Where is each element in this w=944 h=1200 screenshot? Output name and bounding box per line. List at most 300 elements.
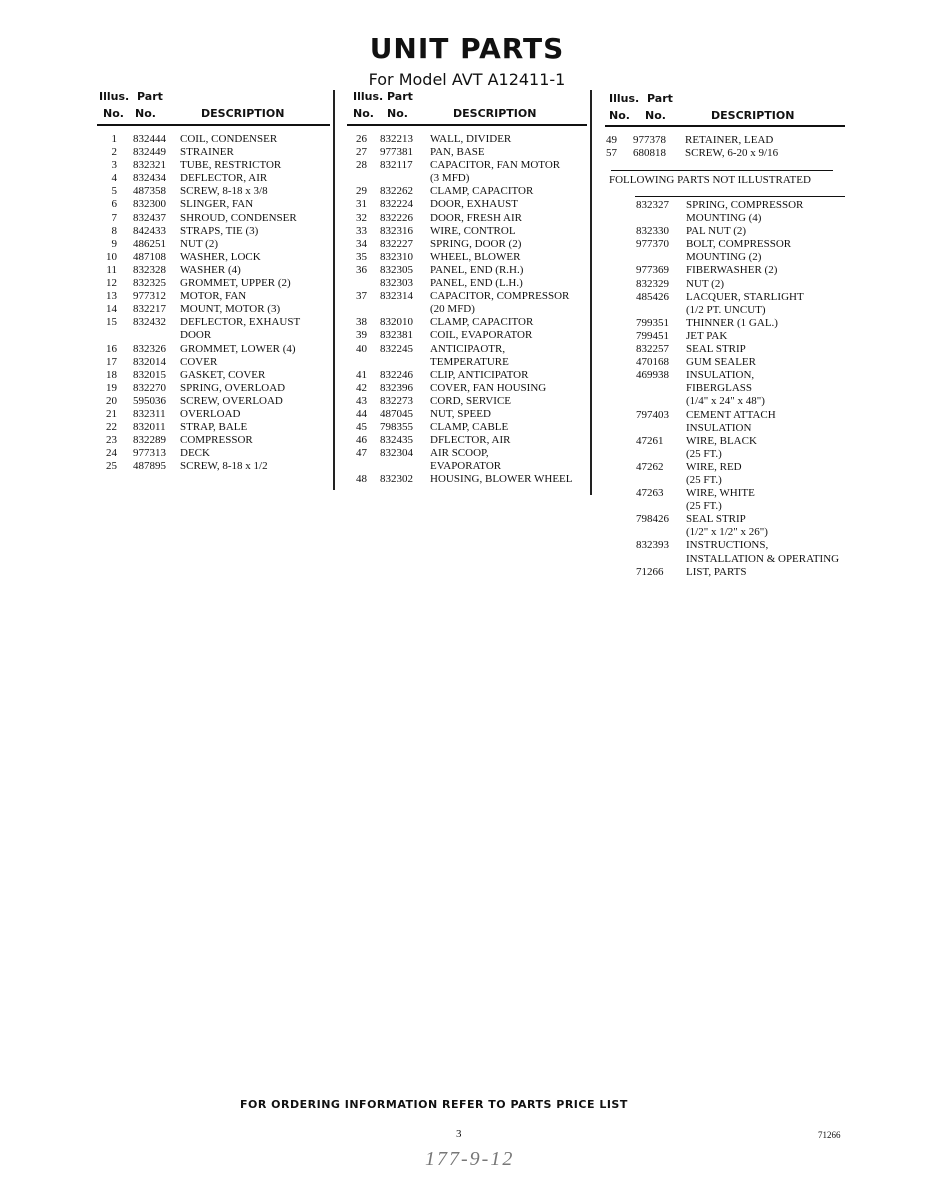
illus-number: 7 — [111, 211, 117, 224]
table-row — [605, 225, 855, 238]
part-number: 832311 — [133, 407, 166, 420]
illus-number: 48 — [356, 473, 367, 486]
header-illus: Illus. — [99, 90, 130, 103]
illus-number: 57 — [606, 147, 617, 160]
illus-number: 5 — [111, 185, 117, 198]
part-number: 832262 — [380, 185, 413, 198]
part-description: SPRING, COMPRESSOR — [686, 199, 804, 211]
illus-number: 9 — [111, 237, 117, 250]
part-description: COVER, FAN HOUSING — [430, 381, 547, 394]
table-row — [605, 539, 855, 552]
column-header — [347, 88, 589, 124]
table-row — [605, 278, 855, 291]
part-number: 832014 — [133, 355, 166, 368]
illus-number: 31 — [356, 198, 367, 211]
part-description: CAPACITOR, COMPRESSOR — [430, 290, 570, 303]
part-number: 832444 — [133, 133, 166, 145]
table-row-continuation — [347, 172, 589, 185]
part-number: 832393 — [636, 539, 669, 552]
table-row-continuation — [347, 460, 589, 473]
not-illustrated-heading: FOLLOWING PARTS NOT ILLUSTRATED — [609, 174, 811, 186]
part-number: 977313 — [133, 447, 166, 460]
part-number: 47263 — [636, 487, 664, 500]
table-row — [97, 264, 333, 277]
document-code: 71266 — [818, 1130, 841, 1140]
table-row — [97, 395, 333, 408]
illus-number: 21 — [106, 407, 117, 420]
part-number: 832305 — [380, 263, 413, 276]
part-number: 799351 — [636, 316, 669, 329]
table-row — [347, 225, 589, 238]
part-description: BOLT, COMPRESSOR — [686, 238, 792, 251]
part-description: OVERLOAD — [180, 407, 241, 420]
part-description: STRAP, BALE — [180, 421, 248, 434]
header-illus: Illus. — [609, 92, 640, 105]
part-number: 832396 — [380, 381, 413, 394]
illus-number: 10 — [106, 250, 117, 263]
table-row — [97, 447, 333, 460]
part-number: 977378 — [633, 134, 666, 146]
part-description: WALL, DIVIDER — [430, 133, 512, 145]
part-description: DEFLECTOR, EXHAUST — [180, 316, 301, 329]
illus-number: 23 — [106, 434, 117, 447]
part-description: SHROUD, CONDENSER — [180, 211, 297, 224]
part-number: 842433 — [133, 224, 166, 237]
column-header — [605, 88, 855, 124]
illus-number: 32 — [356, 211, 367, 224]
part-description: EVAPORATOR — [430, 460, 502, 473]
part-number: 832437 — [133, 211, 166, 224]
table-row — [347, 447, 589, 460]
part-description: WIRE, RED — [686, 460, 742, 473]
table-row — [347, 264, 589, 277]
part-number: 487108 — [133, 250, 166, 263]
part-description: COIL, CONDENSER — [180, 133, 278, 145]
table-row — [97, 421, 333, 434]
part-number: 832270 — [133, 381, 166, 394]
table-row — [605, 199, 855, 212]
part-description: CLIP, ANTICIPATOR — [430, 368, 529, 381]
illus-number: 43 — [356, 394, 367, 407]
part-number: 977381 — [380, 146, 413, 159]
illus-number: 19 — [106, 381, 117, 394]
part-number: 832303 — [380, 277, 413, 290]
illus-number: 44 — [356, 407, 367, 420]
illus-number: 40 — [356, 342, 367, 355]
part-number: 832449 — [133, 146, 166, 159]
table-row — [347, 382, 589, 395]
table-row-continuation — [605, 448, 855, 461]
illus-number: 13 — [106, 290, 117, 303]
part-number: 832328 — [133, 263, 166, 276]
part-description: (1/4" x 24" x 48") — [686, 395, 765, 408]
part-number: 832321 — [133, 159, 166, 172]
part-number: 595036 — [133, 394, 166, 407]
part-number: 487045 — [380, 407, 413, 420]
table-row — [97, 303, 333, 316]
table-row — [97, 198, 333, 211]
part-description: NUT, SPEED — [430, 407, 491, 420]
table-row — [97, 277, 333, 290]
illus-number: 16 — [106, 342, 117, 355]
header-part: Part — [137, 90, 163, 103]
part-description: SCREW, 8-18 x 1/2 — [180, 460, 268, 473]
part-description: STRAPS, TIE (3) — [180, 224, 259, 237]
table-row — [347, 133, 589, 146]
header-divider — [605, 125, 845, 127]
part-description: SLINGER, FAN — [180, 198, 254, 211]
illus-number: 28 — [356, 159, 367, 172]
header-divider — [347, 124, 587, 126]
part-number: 832213 — [380, 133, 413, 145]
table-row — [97, 434, 333, 447]
header-part-no: No. — [387, 107, 408, 120]
part-description: TUBE, RESTRICTOR — [180, 159, 282, 172]
table-row — [347, 473, 589, 486]
part-number: 832326 — [133, 342, 166, 355]
illus-number: 6 — [111, 198, 117, 211]
part-number: 832327 — [636, 199, 669, 211]
table-row — [97, 460, 333, 473]
part-description: (1/2 PT. UNCUT) — [686, 303, 766, 316]
table-row — [605, 566, 855, 579]
table-row — [347, 434, 589, 447]
illus-number: 38 — [356, 316, 367, 329]
part-number: 469938 — [636, 369, 669, 382]
part-description: THINNER (1 GAL.) — [686, 316, 778, 329]
part-number: 485426 — [636, 290, 669, 303]
part-description: WASHER, LOCK — [180, 250, 261, 263]
header-illus-no: No. — [353, 107, 374, 120]
table-row — [605, 435, 855, 448]
illus-number: 45 — [356, 421, 367, 434]
table-row — [347, 408, 589, 421]
part-number: 832304 — [380, 447, 413, 460]
table-row-continuation — [605, 212, 855, 225]
part-number: 832224 — [380, 198, 413, 211]
illus-number: 49 — [606, 134, 617, 146]
header-part-no: No. — [135, 107, 156, 120]
part-description: SEAL STRIP — [686, 343, 746, 356]
illus-number: 25 — [106, 460, 117, 473]
table-row-continuation — [347, 356, 589, 369]
table-row-continuation — [605, 382, 855, 395]
part-description: DOOR, EXHAUST — [430, 198, 518, 211]
page-title: UNIT PARTS — [369, 32, 565, 65]
part-number: 487358 — [133, 185, 166, 198]
part-description: DFLECTOR, AIR — [430, 434, 511, 447]
part-description: CAPACITOR, FAN MOTOR — [430, 159, 561, 172]
part-description: CLAMP, CABLE — [430, 421, 509, 434]
part-number: 977369 — [636, 264, 669, 277]
part-description: STRAINER — [180, 146, 234, 159]
table-row-continuation — [347, 303, 589, 316]
table-row-continuation — [605, 553, 855, 566]
part-number: 470168 — [636, 356, 669, 369]
table-row — [347, 395, 589, 408]
illus-number: 26 — [356, 133, 367, 145]
table-row-continuation — [605, 251, 855, 264]
part-description: LIST, PARTS — [686, 565, 747, 578]
illus-number: 42 — [356, 381, 367, 394]
part-description: (20 MFD) — [430, 303, 475, 316]
parts-column-2 — [347, 88, 589, 486]
part-description: DOOR — [180, 329, 212, 342]
table-row-continuation — [605, 500, 855, 513]
table-row — [97, 133, 333, 146]
part-description: FIBERWASHER (2) — [686, 264, 778, 277]
table-row — [97, 369, 333, 382]
table-row — [97, 408, 333, 421]
table-row — [97, 290, 333, 303]
part-number: 832300 — [133, 198, 166, 211]
table-row — [97, 238, 333, 251]
part-number: 832246 — [380, 368, 413, 381]
table-row — [605, 147, 855, 160]
part-number: 832434 — [133, 172, 166, 185]
illus-number: 33 — [356, 224, 367, 237]
table-row — [605, 513, 855, 526]
table-row — [347, 329, 589, 342]
part-description: MOUNTING (2) — [686, 251, 762, 264]
part-number: 832289 — [133, 434, 166, 447]
header-description: DESCRIPTION — [711, 109, 795, 122]
part-number: 832117 — [380, 159, 413, 172]
part-description: PAL NUT (2) — [686, 225, 747, 238]
part-description: CLAMP, CAPACITOR — [430, 185, 534, 198]
part-description: (25 FT.) — [686, 473, 722, 486]
part-number: 832010 — [380, 316, 413, 329]
part-description: WASHER (4) — [180, 263, 241, 276]
column-divider — [333, 90, 335, 490]
table-row — [347, 212, 589, 225]
header-divider — [97, 124, 330, 126]
part-description: INSTRUCTIONS, — [686, 539, 769, 552]
illus-number: 1 — [111, 133, 117, 145]
table-row — [605, 369, 855, 382]
part-description: COVER — [180, 355, 218, 368]
table-row — [347, 159, 589, 172]
illus-number: 34 — [356, 237, 367, 250]
column-header — [97, 88, 333, 124]
part-number: 832302 — [380, 473, 413, 486]
header-illus-no: No. — [609, 109, 630, 122]
table-row — [347, 238, 589, 251]
part-description: CEMENT ATTACH — [686, 408, 776, 421]
part-number: 977312 — [133, 290, 166, 303]
table-row — [347, 316, 589, 329]
part-description: MOTOR, FAN — [180, 290, 247, 303]
part-description: TEMPERATURE — [430, 355, 509, 368]
part-number: 797403 — [636, 408, 669, 421]
part-description: SPRING, OVERLOAD — [180, 381, 286, 394]
part-description: RETAINER, LEAD — [685, 134, 774, 146]
table-row — [97, 225, 333, 238]
part-number: 798426 — [636, 513, 669, 526]
part-description: GROMMET, UPPER (2) — [180, 277, 291, 290]
table-row-continuation — [605, 526, 855, 539]
part-description: ANTICIPAOTR, — [430, 342, 506, 355]
part-description: GUM SEALER — [686, 356, 756, 369]
part-description: FIBERGLASS — [686, 382, 753, 395]
illus-number: 35 — [356, 250, 367, 263]
part-description: JET PAK — [686, 329, 728, 342]
part-number: 832325 — [133, 277, 166, 290]
illus-number: 22 — [106, 421, 117, 434]
header-description: DESCRIPTION — [201, 107, 285, 120]
part-number: 832273 — [380, 394, 413, 407]
part-description: AIR SCOOP, — [430, 447, 489, 460]
table-row — [97, 316, 333, 329]
part-description: NUT (2) — [686, 277, 724, 290]
table-row — [605, 356, 855, 369]
illus-number: 41 — [356, 368, 367, 381]
part-description: CLAMP, CAPACITOR — [430, 316, 534, 329]
header-illus-no: No. — [103, 107, 124, 120]
part-number: 487895 — [133, 460, 166, 473]
table-row — [347, 251, 589, 264]
table-row — [347, 198, 589, 211]
part-number: 832435 — [380, 434, 413, 447]
part-description: SEAL STRIP — [686, 513, 746, 526]
table-row — [605, 343, 855, 356]
ordering-info-footer: FOR ORDERING INFORMATION REFER TO PARTS PRICE LIST — [240, 1098, 628, 1111]
illus-number: 36 — [356, 263, 367, 276]
part-description: NUT (2) — [180, 237, 218, 250]
part-number: 832245 — [380, 342, 413, 355]
part-description: CORD, SERVICE — [430, 394, 512, 407]
illus-number: 29 — [356, 185, 367, 198]
table-row-continuation — [605, 474, 855, 487]
column-divider — [590, 90, 592, 495]
table-row-continuation — [605, 422, 855, 435]
table-row — [605, 317, 855, 330]
table-row — [347, 369, 589, 382]
table-row — [97, 212, 333, 225]
table-row — [347, 185, 589, 198]
illus-number: 18 — [106, 368, 117, 381]
part-description: DECK — [180, 447, 210, 460]
part-number: 832314 — [380, 290, 413, 303]
part-description: DOOR, FRESH AIR — [430, 211, 522, 224]
part-number: 832432 — [133, 316, 166, 329]
part-number: 832329 — [636, 277, 669, 290]
table-row — [605, 409, 855, 422]
table-row-continuation — [605, 304, 855, 317]
table-row — [605, 461, 855, 474]
table-row — [347, 421, 589, 434]
table-row — [605, 264, 855, 277]
page-number: 3 — [456, 1128, 462, 1140]
part-description: PANEL, END (R.H.) — [430, 263, 524, 276]
part-number: 832217 — [133, 303, 166, 316]
section-divider — [635, 196, 845, 197]
part-description: COMPRESSOR — [180, 434, 253, 447]
table-row — [605, 291, 855, 304]
part-number: 977370 — [636, 238, 669, 251]
part-description: SCREW, 8-18 x 3/8 — [180, 185, 268, 198]
part-description: DEFLECTOR, AIR — [180, 172, 268, 185]
illus-number: 24 — [106, 447, 117, 460]
table-row-continuation — [605, 395, 855, 408]
part-description: WIRE, WHITE — [686, 487, 755, 500]
header-part: Part — [387, 90, 413, 103]
part-description: HOUSING, BLOWER WHEEL — [430, 473, 573, 486]
illus-number: 47 — [356, 447, 367, 460]
illus-number: 46 — [356, 434, 367, 447]
table-row — [347, 277, 589, 290]
illus-number: 4 — [111, 172, 117, 185]
part-number: 832381 — [380, 329, 413, 342]
section-divider — [611, 170, 833, 171]
table-row — [97, 185, 333, 198]
table-row — [97, 251, 333, 264]
part-description: WHEEL, BLOWER — [430, 250, 521, 263]
table-row — [97, 382, 333, 395]
illus-number: 17 — [106, 355, 117, 368]
illus-number: 11 — [106, 263, 117, 276]
part-description: (1/2" x 1/2" x 26") — [686, 526, 768, 539]
table-row — [97, 172, 333, 185]
illus-number: 8 — [111, 224, 117, 237]
part-number: 798355 — [380, 421, 413, 434]
table-row — [97, 356, 333, 369]
illus-number: 20 — [106, 394, 117, 407]
part-description: WIRE, BLACK — [686, 434, 757, 447]
handwritten-note: 177-9-12 — [425, 1148, 515, 1170]
part-description: LACQUER, STARLIGHT — [686, 290, 804, 303]
table-row — [347, 343, 589, 356]
part-number: 832316 — [380, 224, 413, 237]
part-description: INSTALLATION & OPERATING — [686, 552, 840, 565]
part-number: 47261 — [636, 434, 664, 447]
part-description: COIL, EVAPORATOR — [430, 329, 533, 342]
part-description: MOUNTING (4) — [686, 212, 762, 225]
header-illus: Illus. — [353, 90, 384, 103]
part-description: GASKET, COVER — [180, 368, 266, 381]
illus-number: 27 — [356, 146, 367, 159]
header-part: Part — [647, 92, 673, 105]
part-number: 832310 — [380, 250, 413, 263]
part-description: PAN, BASE — [430, 146, 485, 159]
part-description: GROMMET, LOWER (4) — [180, 342, 296, 355]
illus-number: 3 — [111, 159, 117, 172]
part-description: MOUNT, MOTOR (3) — [180, 303, 281, 316]
part-number: 680818 — [633, 147, 666, 160]
illus-number: 12 — [106, 277, 117, 290]
part-number: 832015 — [133, 368, 166, 381]
part-number: 71266 — [636, 565, 664, 578]
part-description: INSULATION — [686, 421, 752, 434]
part-number: 832011 — [133, 421, 166, 434]
part-description: SCREW, OVERLOAD — [180, 394, 283, 407]
part-number: 486251 — [133, 237, 166, 250]
part-description: (25 FT.) — [686, 500, 722, 513]
part-number: 832330 — [636, 225, 669, 238]
part-description: WIRE, CONTROL — [430, 224, 516, 237]
illus-number: 39 — [356, 329, 367, 342]
table-row — [97, 159, 333, 172]
illus-number: 2 — [111, 146, 117, 159]
part-description: SPRING, DOOR (2) — [430, 237, 522, 250]
table-row — [347, 146, 589, 159]
header-part-no: No. — [645, 109, 666, 122]
table-row — [605, 238, 855, 251]
illus-number: 37 — [356, 290, 367, 303]
table-row — [605, 330, 855, 343]
part-description: PANEL, END (L.H.) — [430, 277, 523, 290]
parts-column-1 — [97, 88, 333, 473]
